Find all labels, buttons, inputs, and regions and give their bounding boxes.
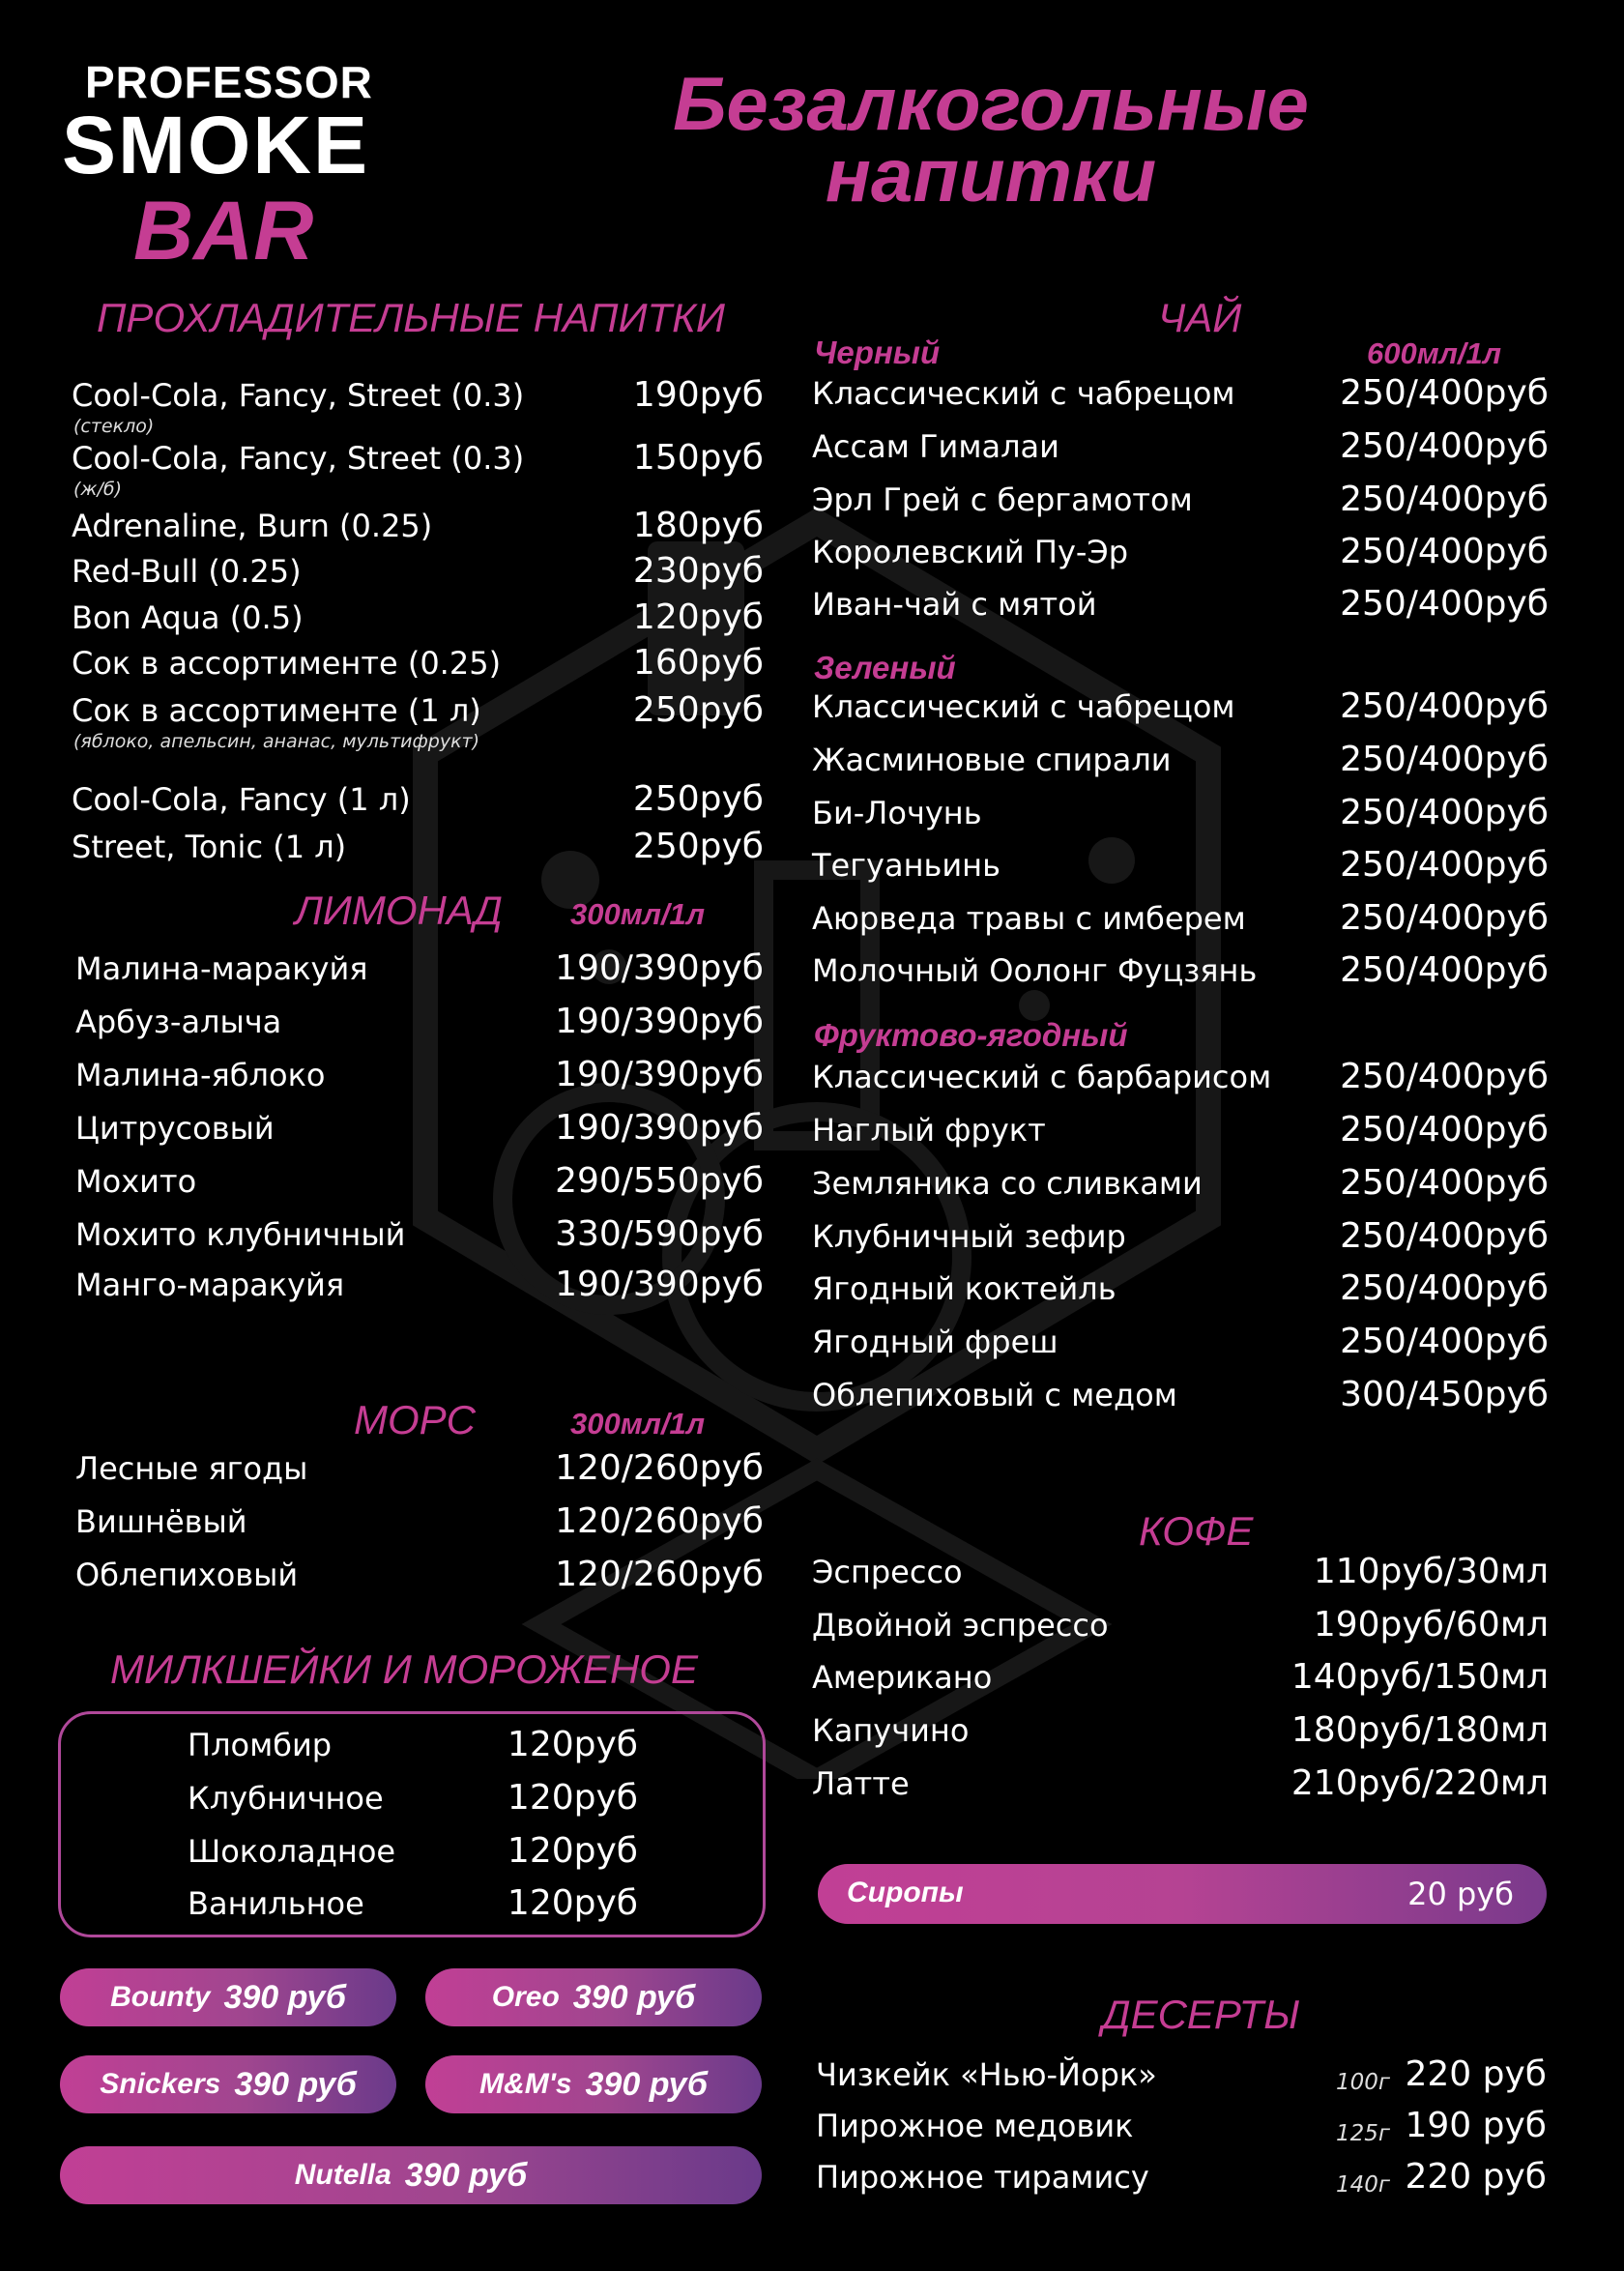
item-price: 250/400руб	[1340, 584, 1549, 624]
item-price: 250/400руб	[1340, 793, 1549, 832]
item-name: Cool-Cola, Fancy, Street (0.3)	[72, 440, 525, 477]
syrups-label: Сиропы	[847, 1877, 964, 1908]
item-price: 250руб	[632, 779, 764, 819]
item-name: Облепиховый с медом	[812, 1377, 1177, 1413]
syrups-price: 20 руб	[1407, 1876, 1514, 1912]
item-price: 250/400руб	[1340, 1216, 1549, 1256]
item-name: Мохито клубничный	[75, 1216, 406, 1253]
item-price: 250/400руб	[1340, 845, 1549, 885]
dessert-name: Чизкейк «Нью-Йорк»	[816, 2056, 1157, 2093]
item-name: Ягодный коктейль	[812, 1270, 1116, 1307]
dessert-price: 220 руб	[1405, 2157, 1547, 2197]
item-price: 330/590руб	[555, 1214, 764, 1254]
item-name: Ягодный фреш	[812, 1324, 1058, 1360]
item-name: Латте	[812, 1765, 910, 1802]
dessert-price: 220 руб	[1405, 2054, 1547, 2094]
dessert-name: Пирожное тирамису	[816, 2159, 1149, 2196]
item-price: 160руб	[632, 643, 764, 683]
mors-unit: 300мл/1л	[570, 1407, 706, 1441]
lemonade-unit: 300мл/1л	[570, 897, 706, 931]
item-name: Облепиховый	[75, 1557, 299, 1593]
item-price: 250/400руб	[1340, 740, 1549, 779]
mors-heading: МОРС	[354, 1397, 476, 1442]
dessert-name: Пирожное медовик	[816, 2108, 1134, 2144]
item-name: Малина-яблоко	[75, 1057, 326, 1093]
item-note: (стекло)	[73, 416, 155, 437]
item-price: 250/400руб	[1340, 1322, 1549, 1361]
item-name: Bon Aqua (0.5)	[72, 599, 304, 636]
item-name: Манго-маракуйя	[75, 1267, 345, 1303]
shake-pill	[60, 2146, 762, 2204]
item-name: Би-Лочунь	[812, 795, 982, 831]
item-name: Классический с барбарисом	[812, 1059, 1272, 1095]
item-price: 210руб/220мл	[1290, 1763, 1549, 1803]
item-price: 140руб/150мл	[1290, 1657, 1549, 1697]
item-name: Малина-маракуйя	[75, 950, 368, 987]
lemonade-heading: ЛИМОНАД	[295, 888, 503, 933]
item-price: 190руб	[632, 375, 764, 415]
item-price: 250/400руб	[1340, 532, 1549, 571]
item-price: 230руб	[632, 551, 764, 591]
title-line-1: Безалкогольные	[673, 61, 1309, 146]
shake-pill	[60, 2055, 396, 2113]
item-price: 120руб	[507, 1778, 638, 1818]
item-price: 120/260руб	[555, 1555, 764, 1594]
item-name: Сок в ассортименте (0.25)	[72, 645, 502, 682]
item-name: Шоколадное	[188, 1833, 396, 1870]
item-price: 120руб	[632, 597, 764, 637]
logo-bar: BAR	[133, 185, 314, 277]
item-name: Клубничный зефир	[812, 1218, 1126, 1255]
desserts-heading: ДЕСЕРТЫ	[1102, 1992, 1300, 2037]
item-price: 190/390руб	[555, 1055, 764, 1094]
logo-smoke: SMOKE	[62, 100, 370, 190]
shake-price: 390 руб	[585, 2065, 708, 2103]
title-line-2: напитки	[825, 132, 1157, 218]
item-price: 250/400руб	[1340, 1110, 1549, 1150]
item-name: Пломбир	[188, 1727, 333, 1763]
item-name: Земляника со сливками	[812, 1165, 1203, 1202]
tea-fruit-label: Фруктово-ягодный	[814, 1017, 1128, 1053]
dessert-weight: 100г	[1336, 2070, 1390, 2095]
page-title	[599, 61, 1382, 218]
item-price: 250/400руб	[1340, 1163, 1549, 1203]
item-price: 250руб	[632, 690, 764, 730]
item-name: Мохито	[75, 1163, 197, 1200]
item-name: Классический с чабрецом	[812, 688, 1235, 725]
item-price: 190/390руб	[555, 1002, 764, 1041]
item-name: Эспрессо	[812, 1554, 963, 1590]
shake-pill	[425, 2055, 762, 2113]
coffee-heading: КОФЕ	[1139, 1508, 1254, 1554]
item-name: Cool-Cola, Fancy (1 л)	[72, 781, 411, 818]
item-name: Классический с чабрецом	[812, 375, 1235, 412]
item-name: Наглый фрукт	[812, 1112, 1046, 1149]
logo-professor: PROFESSOR	[85, 57, 373, 107]
item-name: Лесные ягоды	[75, 1450, 308, 1487]
item-name: Эрл Грей с бергамотом	[812, 481, 1193, 518]
item-price: 120/260руб	[555, 1448, 764, 1488]
item-name: Королевский Пу-Эр	[812, 534, 1129, 570]
item-name: Цитрусовый	[75, 1110, 275, 1147]
item-name: Арбуз-алыча	[75, 1004, 282, 1040]
item-name: Вишнёвый	[75, 1503, 247, 1540]
item-price: 120руб	[507, 1831, 638, 1871]
item-name: Adrenaline, Burn (0.25)	[72, 508, 433, 544]
item-price: 120руб	[507, 1883, 638, 1923]
item-price: 250/400руб	[1340, 1057, 1549, 1096]
shake-name: Nutella	[294, 2159, 392, 2191]
dessert-price: 190 руб	[1405, 2106, 1547, 2145]
item-price: 300/450руб	[1340, 1375, 1549, 1414]
item-name: Тегуаньинь	[812, 847, 1000, 884]
item-price: 250/400руб	[1340, 686, 1549, 726]
tea-black-label: Черный	[814, 335, 941, 370]
shake-name: Bounty	[110, 1981, 211, 2013]
item-price: 290/550руб	[555, 1161, 764, 1201]
item-price: 250руб	[632, 827, 764, 866]
item-price: 250/400руб	[1340, 480, 1549, 519]
shake-pill	[425, 1968, 762, 2026]
item-price: 150руб	[632, 438, 764, 478]
item-name: Сок в ассортименте (1 л)	[72, 692, 481, 729]
item-name: Американо	[812, 1659, 993, 1696]
item-price: 120руб	[507, 1725, 638, 1764]
item-name: Red-Bull (0.25)	[72, 553, 302, 590]
item-name: Молочный Оолонг Фуцзянь	[812, 952, 1258, 989]
item-price: 180руб/180мл	[1290, 1710, 1549, 1750]
item-price: 110руб/30мл	[1313, 1552, 1549, 1591]
item-name: Двойной эспрессо	[812, 1607, 1109, 1644]
shake-name: M&M's	[479, 2068, 572, 2100]
shake-price: 390 руб	[404, 2156, 528, 2194]
item-price: 190/390руб	[555, 1265, 764, 1304]
item-price: 250/400руб	[1340, 950, 1549, 990]
shake-price: 390 руб	[234, 2065, 357, 2103]
item-note: (яблоко, апельсин, ананас, мультифрукт)	[73, 731, 480, 752]
tea-unit: 600мл/1л	[1367, 336, 1502, 370]
dessert-weight: 140г	[1336, 2172, 1390, 2198]
ice-cream-box	[58, 1711, 766, 1937]
item-price: 250/400руб	[1340, 898, 1549, 938]
item-name: Аюрведа травы с имберем	[812, 900, 1246, 937]
tea-heading: ЧАЙ	[1158, 295, 1242, 340]
item-name: Клубничное	[188, 1780, 384, 1817]
cold-drinks-heading: ПРОХЛАДИТЕЛЬНЫЕ НАПИТКИ	[97, 295, 725, 340]
item-name: Жасминовые спирали	[812, 742, 1172, 778]
item-name: Ванильное	[188, 1885, 364, 1922]
item-name: Street, Tonic (1 л)	[72, 829, 347, 865]
item-name: Cool-Cola, Fancy, Street (0.3)	[72, 377, 525, 414]
item-price: 190/390руб	[555, 1108, 764, 1148]
item-price: 250/400руб	[1340, 1268, 1549, 1308]
dessert-weight: 125г	[1336, 2121, 1390, 2146]
milkshakes-heading: МИЛКШЕЙКИ И МОРОЖЕНОЕ	[110, 1646, 698, 1692]
item-price: 190/390руб	[555, 948, 764, 988]
shake-pill	[60, 1968, 396, 2026]
syrups-banner	[818, 1864, 1547, 1924]
item-name: Капучино	[812, 1712, 970, 1749]
item-note: (ж/б)	[73, 479, 123, 500]
item-price: 180руб	[632, 506, 764, 545]
item-price: 250/400руб	[1340, 373, 1549, 413]
item-name: Ассам Гималаи	[812, 428, 1059, 465]
shake-price: 390 руб	[572, 1978, 696, 2016]
item-price: 120/260руб	[555, 1501, 764, 1541]
item-name: Иван-чай с мятой	[812, 586, 1097, 623]
shake-price: 390 руб	[223, 1978, 346, 2016]
tea-green-label: Зеленый	[814, 650, 956, 685]
shake-name: Oreo	[491, 1981, 560, 2013]
item-price: 190руб/60мл	[1313, 1605, 1549, 1645]
item-price: 250/400руб	[1340, 426, 1549, 466]
shake-name: Snickers	[100, 2068, 221, 2100]
